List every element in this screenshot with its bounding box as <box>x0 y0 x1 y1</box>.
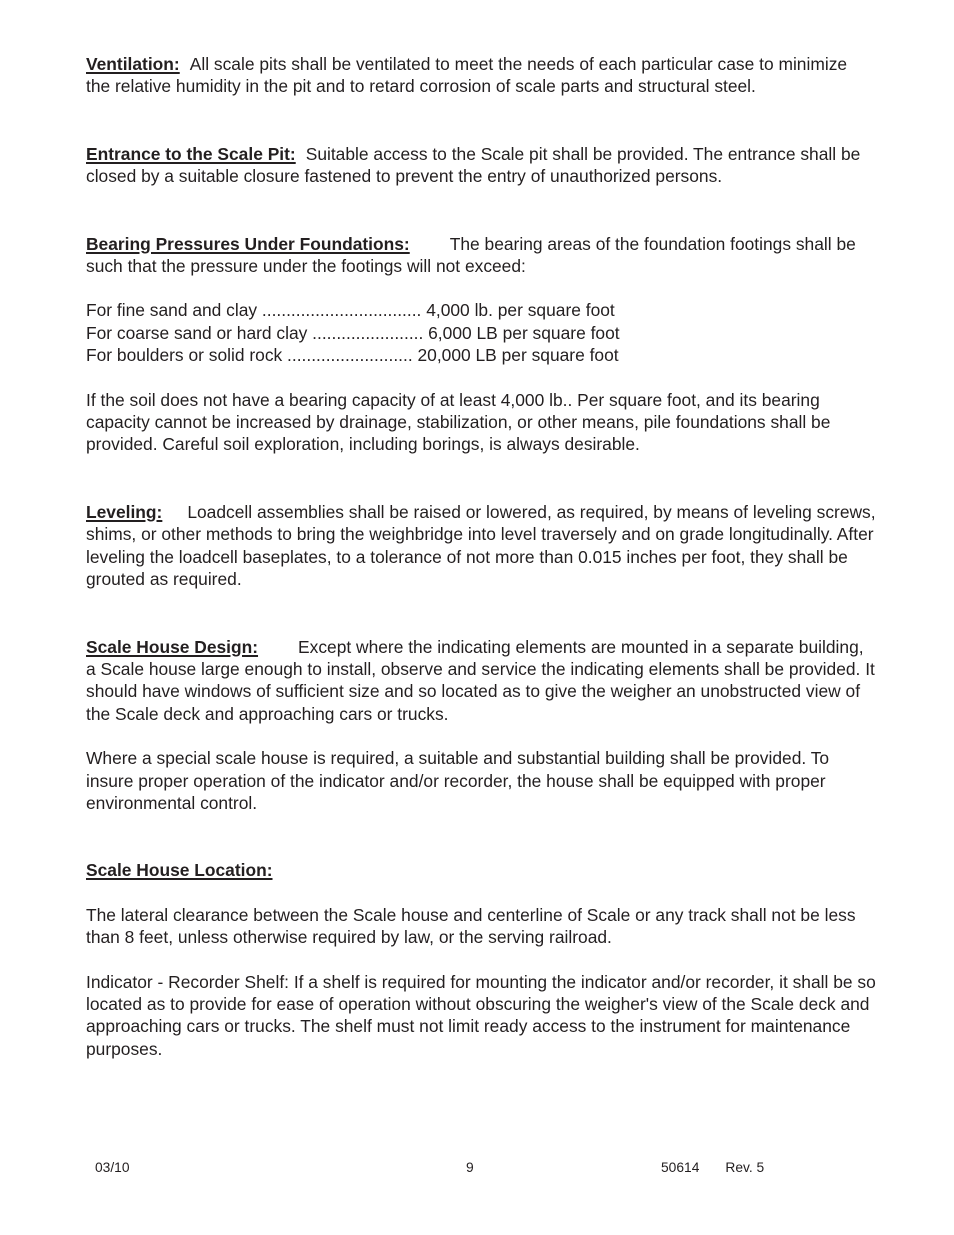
footer-date: 03/10 <box>95 1160 130 1175</box>
entrance-paragraph <box>86 143 876 188</box>
entrance-body: Suitable access to the Scale pit shall be provided. The entrance shall be closed by a suitable closure fastened to prevent the entry of unauthorized persons. <box>86 143 861 187</box>
bearing-note: If the soil does not have a bearing capacity of at least 4,000 lb.. Per square foot, and its bearing capacity cannot be increased by drainage, stabilization, or other means, pile foundations shall be provided. Careful soil exploration, including borings, is always desirable. <box>86 389 831 455</box>
footer-doc-info <box>661 1159 764 1177</box>
house-design-paragraph <box>86 636 876 726</box>
bearing-row-boulders: For boulders or solid rock .......................... 20,000 LB per square foot <box>86 345 619 366</box>
bearing-row-coarse-sand: For coarse sand or hard clay ....................... 6,000 LB per square foot <box>86 322 620 343</box>
recorder-shelf-paragraph: Indicator - Recorder Shelf: If a shelf is required for mounting the indicator and/or recorder, it shall be so located as to provide for ease of operation without obscuring the weigher's view of the Scale deck and approaching cars or trucks. The shelf must not limit ready access to the instrument for maintenance purposes. <box>86 971 876 1059</box>
bearing-pressure-list <box>86 299 876 366</box>
leveling-body: Loadcell assemblies shall be raised or lowered, as required, by means of leveling screws, shims, or other methods to bring the weighbridge into level traversely and on grade longitudinally. After leveling the loadcell baseplates, to a tolerance of not more than 0.015 inches per foot, they shall be grouted as required. <box>86 501 876 590</box>
bearing-heading: Bearing Pressures Under Foundations: <box>86 233 410 254</box>
house-design-paragraph-2: Where a special scale house is required, a suitable and substantial building shall be provided. To insure proper operation of the indicator and/or recorder, the house shall be equipped with proper environmental control. <box>86 748 830 813</box>
ventilation-paragraph <box>86 53 876 98</box>
house-location-heading: Scale House Location: <box>86 860 273 881</box>
leveling-paragraph <box>86 501 876 591</box>
footer-doc-number: 50614 <box>661 1160 700 1175</box>
house-design-heading: Scale House Design: <box>86 636 259 657</box>
entrance-heading: Entrance to the Scale Pit: <box>86 143 296 164</box>
house-location-paragraph <box>86 859 876 881</box>
document-page <box>86 53 876 1060</box>
ventilation-body: All scale pits shall be ventilated to meet the needs of each particular case to minimize the relative humidity in the pit and to retard corrosion of scale parts and structural steel. <box>86 54 848 97</box>
leveling-heading: Leveling: <box>86 501 163 522</box>
ventilation-heading: Ventilation: <box>86 54 180 74</box>
footer-page-number: 9 <box>466 1160 474 1175</box>
house-location-body: The lateral clearance between the Scale house and centerline of Scale or any track shall not be less than 8 feet, unless otherwise required by law, or the serving railroad. <box>86 904 856 948</box>
bearing-row-fine-sand: For fine sand and clay ................................. 4,000 lb. per square foot <box>86 300 615 321</box>
bearing-body: The bearing areas of the foundation footings shall be such that the pressure under the footings will not exceed: <box>86 233 856 277</box>
footer-revision: Rev. 5 <box>725 1160 765 1175</box>
bearing-paragraph <box>86 233 876 278</box>
house-design-body: Except where the indicating elements are mounted in a separate building, a Scale house large enough to install, observe and service the indicating elements shall be provided. It should have windows of sufficient size and so located as to give the weigher an unobstructed view of the Scale deck and approaching cars or trucks. <box>86 636 875 724</box>
